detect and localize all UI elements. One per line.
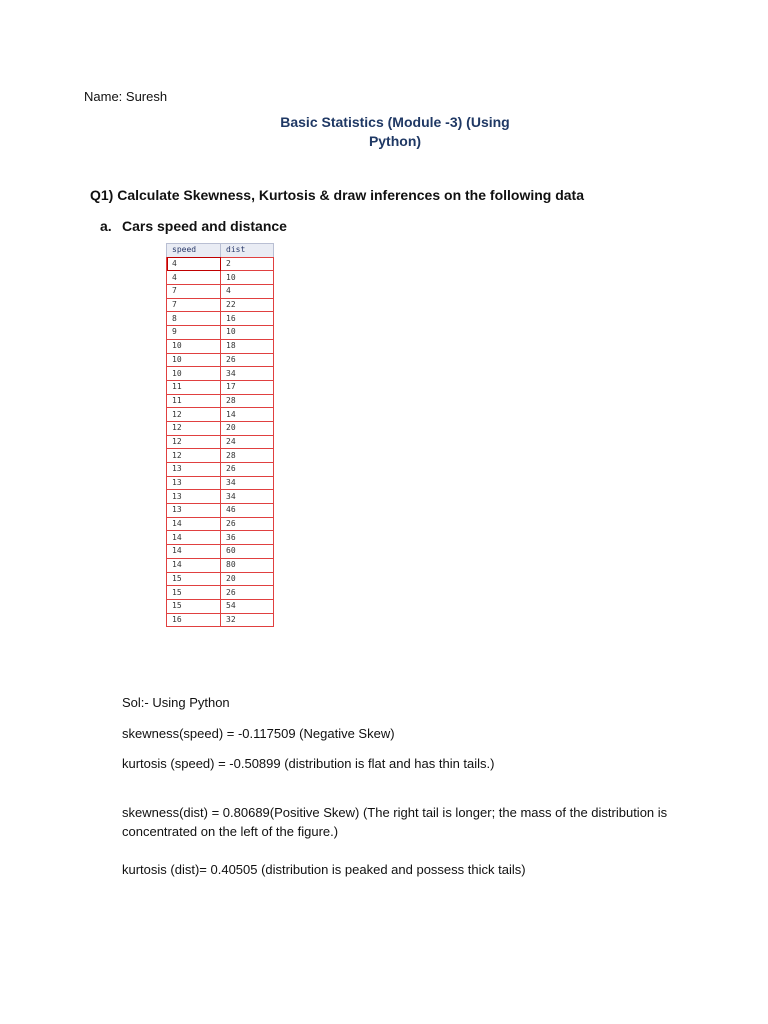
speed-cell: 15 xyxy=(167,586,221,600)
dist-cell: 18 xyxy=(221,339,274,353)
speed-cell: 10 xyxy=(167,353,221,367)
table-row xyxy=(167,271,274,285)
cars-data-table xyxy=(166,243,274,627)
speed-cell: 11 xyxy=(167,380,221,394)
speed-cell: 7 xyxy=(167,298,221,312)
speed-cell: 10 xyxy=(167,339,221,353)
title-line-2: Python) xyxy=(368,133,422,149)
table-row xyxy=(167,586,274,600)
dist-cell: 26 xyxy=(221,463,274,477)
table-row xyxy=(167,449,274,463)
dist-cell: 60 xyxy=(221,545,274,559)
speed-cell: 14 xyxy=(167,558,221,572)
dist-cell: 26 xyxy=(221,353,274,367)
question-heading: Q1) Calculate Skewness, Kurtosis & draw inferences on the following data xyxy=(90,187,585,203)
dist-cell: 34 xyxy=(221,490,274,504)
column-header-dist: dist xyxy=(221,244,274,258)
table-row xyxy=(167,353,274,367)
speed-cell: 13 xyxy=(167,463,221,477)
speed-cell: 12 xyxy=(167,449,221,463)
speed-cell: 15 xyxy=(167,572,221,586)
dist-cell: 34 xyxy=(221,476,274,490)
speed-cell: 15 xyxy=(167,599,221,613)
skewness-speed: skewness(speed) = -0.117509 (Negative Skew) xyxy=(122,726,395,741)
table-row xyxy=(167,326,274,340)
dist-cell: 46 xyxy=(221,504,274,518)
table-row xyxy=(167,599,274,613)
table-row xyxy=(167,421,274,435)
speed-cell: 13 xyxy=(167,476,221,490)
table-row xyxy=(167,490,274,504)
speed-cell: 4 xyxy=(167,257,221,271)
table-row xyxy=(167,613,274,627)
table-row xyxy=(167,435,274,449)
table-row xyxy=(167,285,274,299)
dist-cell: 54 xyxy=(221,599,274,613)
table-row xyxy=(167,367,274,381)
table-row xyxy=(167,531,274,545)
dist-cell: 24 xyxy=(221,435,274,449)
table-header-row xyxy=(167,244,274,258)
dist-cell: 32 xyxy=(221,613,274,627)
dist-cell: 28 xyxy=(221,394,274,408)
dist-cell: 10 xyxy=(221,271,274,285)
dist-cell: 4 xyxy=(221,285,274,299)
table-row xyxy=(167,380,274,394)
dist-cell: 34 xyxy=(221,367,274,381)
column-header-speed: speed xyxy=(167,244,221,258)
author-name: Name: Suresh xyxy=(84,89,168,104)
kurtosis-dist: kurtosis (dist)= 0.40505 (distribution is peaked and possess thick tails) xyxy=(122,862,526,877)
table-row xyxy=(167,504,274,518)
solution-intro: Sol:- Using Python xyxy=(122,695,230,710)
table-row xyxy=(167,408,274,422)
dist-cell: 10 xyxy=(221,326,274,340)
dist-cell: 17 xyxy=(221,380,274,394)
speed-cell: 14 xyxy=(167,545,221,559)
table-row xyxy=(167,298,274,312)
speed-cell: 16 xyxy=(167,613,221,627)
dist-cell: 36 xyxy=(221,531,274,545)
dist-cell: 20 xyxy=(221,572,274,586)
speed-cell: 14 xyxy=(167,531,221,545)
title-line-1: Basic Statistics (Module -3) (Using xyxy=(280,114,510,130)
skewness-dist: skewness(dist) = 0.80689(Positive Skew) (The right tail is longer; the mass of the distribution is concentrated on the left of the figure.) xyxy=(122,805,668,839)
table-row xyxy=(167,476,274,490)
subquestion-marker: a. xyxy=(100,218,112,234)
speed-cell: 10 xyxy=(167,367,221,381)
table-row xyxy=(167,257,274,271)
table-row xyxy=(167,558,274,572)
table-row xyxy=(167,394,274,408)
dist-cell: 20 xyxy=(221,421,274,435)
document-title xyxy=(240,113,550,151)
table-row xyxy=(167,572,274,586)
speed-cell: 12 xyxy=(167,421,221,435)
speed-cell: 4 xyxy=(167,271,221,285)
dist-cell: 26 xyxy=(221,586,274,600)
table-row xyxy=(167,339,274,353)
dist-cell: 16 xyxy=(221,312,274,326)
kurtosis-speed: kurtosis (speed) = -0.50899 (distribution is flat and has thin tails.) xyxy=(122,756,495,771)
dist-cell: 28 xyxy=(221,449,274,463)
dist-cell: 22 xyxy=(221,298,274,312)
speed-cell: 9 xyxy=(167,326,221,340)
subquestion-label: Cars speed and distance xyxy=(122,218,287,234)
speed-cell: 12 xyxy=(167,435,221,449)
speed-cell: 12 xyxy=(167,408,221,422)
speed-cell: 11 xyxy=(167,394,221,408)
speed-cell: 7 xyxy=(167,285,221,299)
subquestion-heading xyxy=(100,218,287,234)
table-row xyxy=(167,545,274,559)
dist-cell: 26 xyxy=(221,517,274,531)
table-row xyxy=(167,312,274,326)
table-row xyxy=(167,517,274,531)
table-row xyxy=(167,463,274,477)
dist-cell: 80 xyxy=(221,558,274,572)
speed-cell: 13 xyxy=(167,504,221,518)
dist-cell: 14 xyxy=(221,408,274,422)
dist-cell: 2 xyxy=(221,257,274,271)
speed-cell: 14 xyxy=(167,517,221,531)
speed-cell: 8 xyxy=(167,312,221,326)
speed-cell: 13 xyxy=(167,490,221,504)
